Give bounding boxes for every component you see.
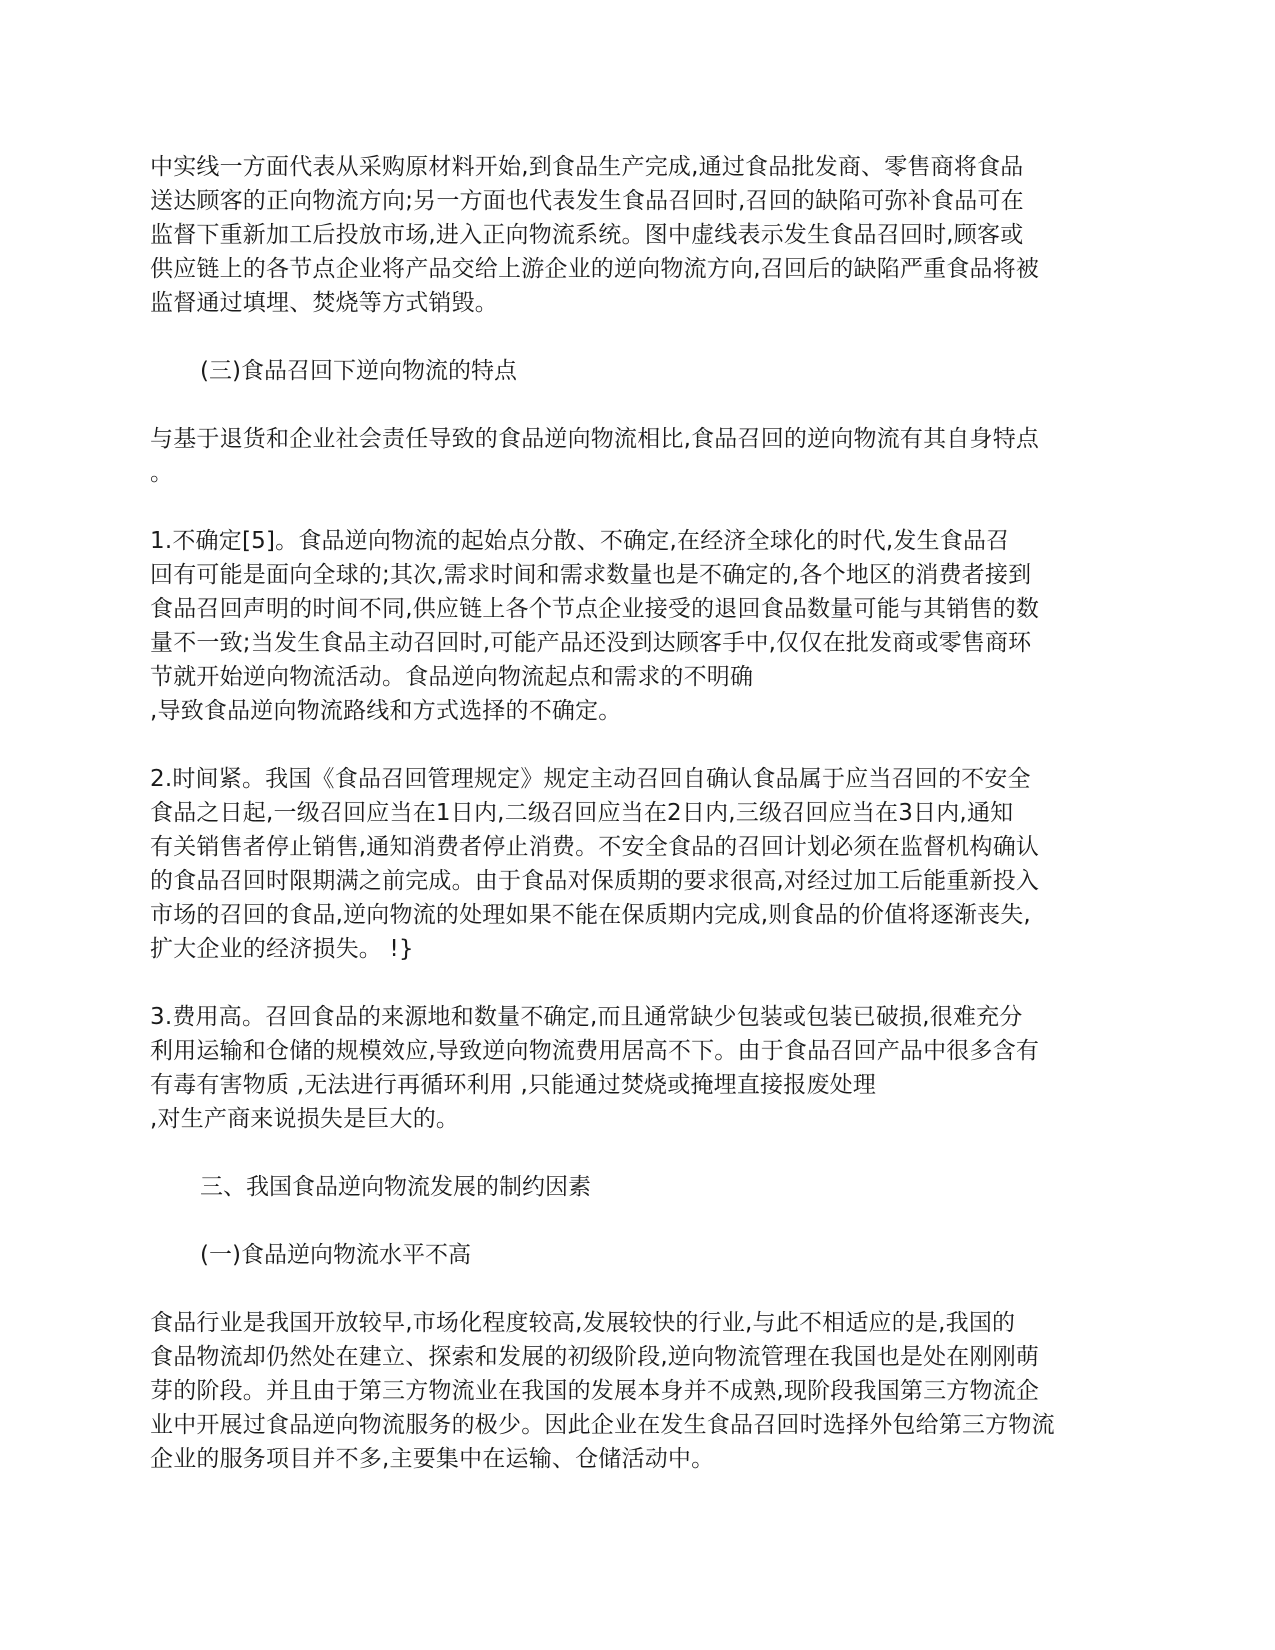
text-line: 企业的服务项目并不多,主要集中在运输、仓储活动中。 xyxy=(150,1446,715,1472)
text-line: 送达顾客的正向物流方向;另一方面也代表发生食品召回时,召回的缺陷可弥补食品可在 xyxy=(150,188,1024,214)
text-line: 供应链上的各节点企业将产品交给上游企业的逆向物流方向,召回后的缺陷严重食品将被 xyxy=(150,256,1040,282)
text-line: 有毒有害物质 ,无法进行再循环利用 ,只能通过焚烧或掩埋直接报废处理 xyxy=(150,1072,877,1098)
text-line: 食品物流却仍然处在建立、探索和发展的初级阶段,逆向物流管理在我国也是处在刚刚萌 xyxy=(150,1344,1040,1370)
subsection-heading-low-level: (一)食品逆向物流水平不高 xyxy=(200,1242,471,1268)
document-page xyxy=(150,150,1125,1476)
text-line: 芽的阶段。并且由于第三方物流业在我国的发展本身并不成熟,现阶段我国第三方物流企 xyxy=(150,1378,1040,1404)
text-line: 3.费用高。召回食品的来源地和数量不确定,而且通常缺少包装或包装已破损,很难充分 xyxy=(150,1004,1023,1030)
text-line: 市场的召回的食品,逆向物流的处理如果不能在保质期内完成,则食品的价值将逐渐丧失, xyxy=(150,902,1031,928)
text-line: 与基于退货和企业社会责任导致的食品逆向物流相比,食品召回的逆向物流有其自身特点 xyxy=(150,426,1040,452)
text-line: ,对生产商来说损失是巨大的。 xyxy=(150,1106,460,1132)
text-line: ,导致食品逆向物流路线和方式选择的不确定。 xyxy=(150,698,622,724)
text-line: 利用运输和仓储的规模效应,导致逆向物流费用居高不下。由于食品召回产品中很多含有 xyxy=(150,1038,1040,1064)
text-line: 食品行业是我国开放较早,市场化程度较高,发展较快的行业,与此不相适应的是,我国的 xyxy=(150,1310,1016,1336)
section-heading-constraints: 三、我国食品逆向物流发展的制约因素 xyxy=(200,1174,591,1200)
text-line: 中实线一方面代表从采购原材料开始,到食品生产完成,通过食品批发商、零售商将食品 xyxy=(150,154,1024,180)
text-line: 业中开展过食品逆向物流服务的极少。因此企业在发生食品召回时选择外包给第三方物流 xyxy=(150,1412,1055,1438)
text-line: 食品之日起,一级召回应当在1日内,二级召回应当在2日内,三级召回应当在3日内,通知 xyxy=(150,800,1014,826)
text-line: 。 xyxy=(150,460,174,486)
text-line: 节就开始逆向物流活动。食品逆向物流起点和需求的不明确 xyxy=(150,664,754,690)
paragraph-high-cost xyxy=(150,1000,1125,1136)
paragraph-industry-status xyxy=(150,1306,1125,1476)
text-line: 1.不确定[5]。食品逆向物流的起始点分散、不确定,在经济全球化的时代,发生食品召 xyxy=(150,528,1010,554)
text-line: 量不一致;当发生食品主动召回时,可能产品还没到达顾客手中,仅仅在批发商或零售商环 xyxy=(150,630,1032,656)
paragraph-uncertainty xyxy=(150,524,1125,728)
paragraph-characteristics-intro xyxy=(150,422,1125,490)
text-line: 监督通过填埋、焚烧等方式销毁。 xyxy=(150,290,498,316)
paragraph-time-pressure xyxy=(150,762,1125,966)
text-line: 回有可能是面向全球的;其次,需求时间和需求数量也是不确定的,各个地区的消费者接到 xyxy=(150,562,1032,588)
text-line: 监督下重新加工后投放市场,进入正向物流系统。图中虚线表示发生食品召回时,顾客或 xyxy=(150,222,1024,248)
paragraph-supply-chain-diagram-explanation xyxy=(150,150,1125,320)
text-line: 有关销售者停止销售,通知消费者停止消费。不安全食品的召回计划必须在监督机构确认 xyxy=(150,834,1040,860)
section-heading-recall-characteristics: (三)食品召回下逆向物流的特点 xyxy=(200,358,517,384)
text-line: 扩大企业的经济损失。 !} xyxy=(150,936,414,962)
text-line: 食品召回声明的时间不同,供应链上各个节点企业接受的退回食品数量可能与其销售的数 xyxy=(150,596,1040,622)
text-line: 的食品召回时限期满之前完成。由于食品对保质期的要求很高,对经过加工后能重新投入 xyxy=(150,868,1040,894)
text-line: 2.时间紧。我国《食品召回管理规定》规定主动召回自确认食品属于应当召回的不安全 xyxy=(150,766,1031,792)
